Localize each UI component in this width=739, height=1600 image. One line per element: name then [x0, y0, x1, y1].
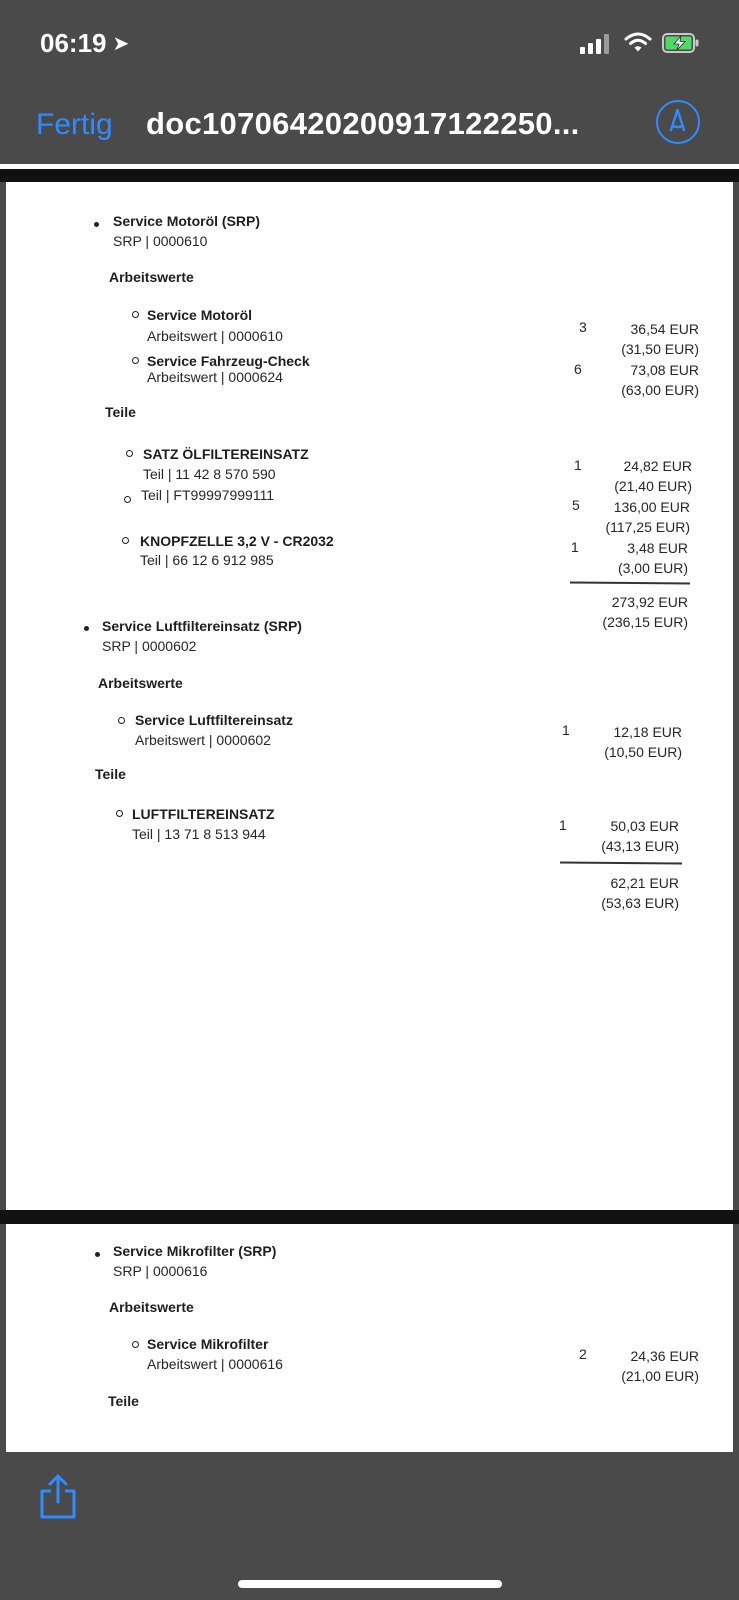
viewer-background — [0, 169, 739, 182]
parts-heading: Teile — [95, 766, 126, 782]
labor-heading: Arbeitswerte — [98, 675, 183, 691]
quantity: 1 — [574, 457, 582, 473]
status-time — [40, 28, 129, 59]
labor-name: Service Fahrzeug-Check — [147, 353, 310, 369]
labor-code: Arbeitswert | 0000624 — [147, 369, 283, 385]
battery-icon — [662, 33, 700, 53]
wifi-icon — [624, 30, 652, 54]
share-icon — [38, 1472, 78, 1520]
bullet — [84, 626, 89, 631]
home-indicator[interactable] — [238, 1580, 502, 1588]
bullet — [118, 717, 125, 724]
labor-code: Arbeitswert | 0000616 — [147, 1356, 283, 1372]
document-page-1[interactable] — [6, 182, 733, 1210]
bullet — [95, 1252, 100, 1257]
service-code: SRP | 0000610 — [113, 233, 208, 249]
subtotal: 273,92 EUR — [611, 594, 688, 610]
bullet — [122, 537, 129, 544]
part-name: SATZ ÖLFILTEREINSATZ — [143, 446, 309, 462]
net-price: (21,40 EUR) — [614, 478, 692, 494]
quantity: 3 — [579, 319, 587, 335]
part-code: Teil | 66 12 6 912 985 — [140, 552, 274, 568]
page-separator — [0, 1210, 739, 1224]
price: 50,03 EUR — [610, 818, 679, 834]
quantity: 6 — [574, 361, 582, 377]
subtotal-net: (53,63 EUR) — [601, 895, 679, 911]
labor-code: Arbeitswert | 0000602 — [135, 732, 271, 748]
price: 24,82 EUR — [623, 458, 692, 474]
parts-heading: Teile — [108, 1393, 139, 1409]
price: 73,08 EUR — [630, 362, 699, 378]
net-price: (3,00 EUR) — [617, 560, 688, 576]
quantity: 1 — [562, 722, 570, 738]
subtotal: 62,21 EUR — [610, 875, 679, 891]
document-title: doc10706420200917122250... — [146, 106, 580, 141]
net-price: (10,50 EUR) — [604, 744, 682, 760]
part-code: Teil | 13 71 8 513 944 — [132, 826, 266, 842]
location-arrow-icon: ➤ — [112, 33, 130, 55]
part-code: Teil | FT99997999111 — [141, 487, 275, 503]
subtotal-net: (236,15 EUR) — [602, 614, 688, 630]
bullet — [116, 810, 123, 817]
price: 24,36 EUR — [630, 1348, 699, 1364]
labor-heading: Arbeitswerte — [109, 1299, 194, 1315]
service-title: Service Luftfiltereinsatz (SRP) — [102, 618, 302, 634]
signal-icon — [580, 32, 610, 54]
labor-heading: Arbeitswerte — [109, 269, 194, 285]
part-code: Teil | 11 42 8 570 590 — [143, 466, 276, 482]
net-price: (117,25 EUR) — [605, 519, 690, 535]
bullet — [132, 311, 139, 318]
price: 3,48 EUR — [627, 540, 688, 556]
price: 12,18 EUR — [613, 724, 682, 740]
nav-bar — [0, 86, 739, 166]
document-page-2[interactable] — [6, 1224, 733, 1452]
done-button[interactable]: Fertig — [36, 108, 113, 141]
quantity: 2 — [579, 1346, 587, 1362]
part-name: LUFTFILTEREINSATZ — [132, 806, 275, 822]
parts-heading: Teile — [105, 404, 136, 420]
net-price: (43,13 EUR) — [601, 838, 679, 854]
bottom-toolbar — [0, 1452, 739, 1600]
labor-name: Service Luftfiltereinsatz — [135, 712, 293, 728]
price: 36,54 EUR — [630, 321, 699, 337]
service-title: Service Mikrofilter (SRP) — [113, 1243, 277, 1259]
share-button[interactable] — [38, 1472, 78, 1520]
service-title: Service Motoröl (SRP) — [113, 213, 261, 229]
service-code: SRP | 0000616 — [113, 1263, 208, 1279]
bullet — [124, 496, 131, 503]
bullet — [132, 1341, 139, 1348]
service-code: SRP | 0000602 — [102, 638, 197, 654]
quantity: 5 — [572, 497, 580, 513]
bullet — [126, 450, 133, 457]
status-bar — [0, 0, 739, 86]
markup-button[interactable] — [656, 100, 700, 144]
labor-code: Arbeitswert | 0000610 — [147, 328, 283, 344]
subtotal-divider — [560, 861, 682, 864]
net-price: (63,00 EUR) — [621, 382, 699, 398]
net-price: (31,50 EUR) — [621, 341, 699, 357]
part-name: KNOPFZELLE 3,2 V - CR2032 — [140, 533, 334, 549]
labor-name: Service Mikrofilter — [147, 1336, 269, 1352]
labor-name: Service Motoröl — [147, 307, 253, 323]
bullet — [94, 222, 99, 227]
net-price: (21,00 EUR) — [621, 1368, 699, 1384]
subtotal-divider — [570, 581, 690, 584]
bullet — [132, 357, 139, 364]
quantity: 1 — [571, 539, 579, 555]
status-time-text: 06:19 — [40, 28, 107, 58]
price: 136,00 EUR — [613, 499, 690, 515]
markup-icon — [658, 102, 697, 141]
quantity: 1 — [559, 817, 567, 833]
